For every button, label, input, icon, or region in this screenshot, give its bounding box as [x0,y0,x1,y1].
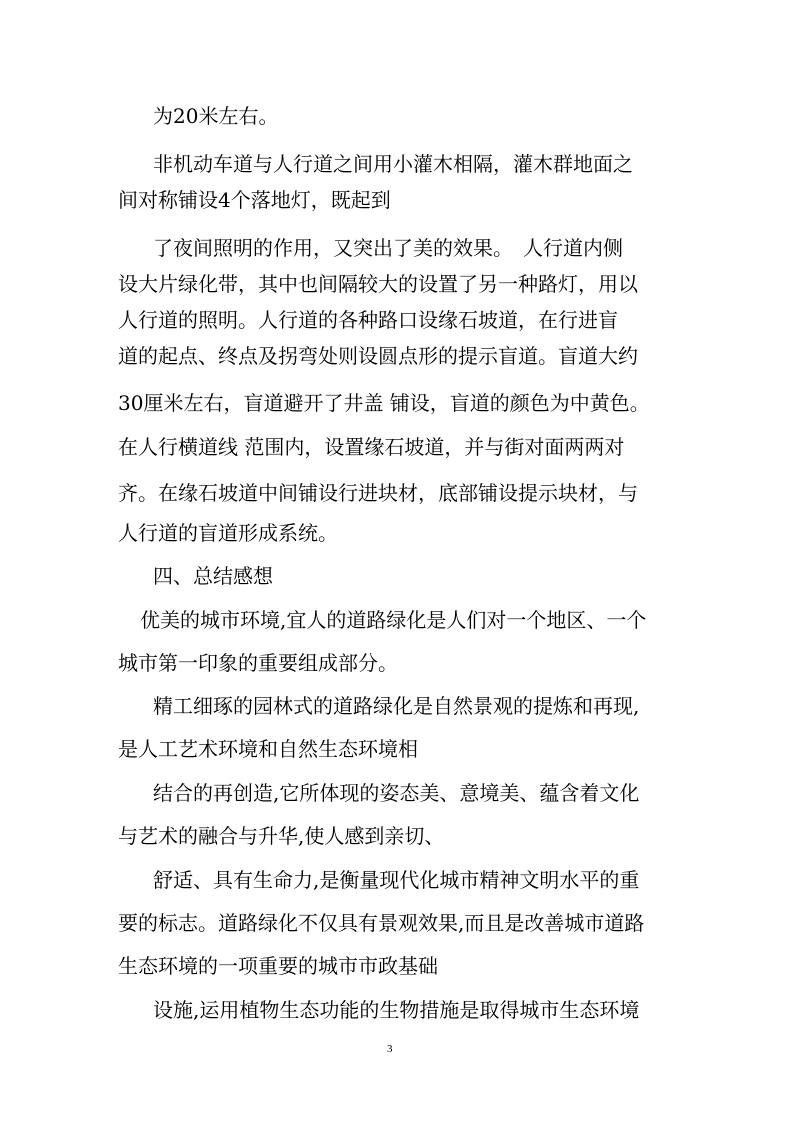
text-line: 道的起点、终点及拐弯处则设圆点形的提示盲道。盲道大约 [118,344,638,368]
text-line: 30厘米左右，盲道避开了井盖 铺设，盲道的颜色为中黄色。 [118,391,650,415]
text-line: 与艺术的融合与升华,使人感到亲切、 [118,824,445,848]
section-heading: 四、总结感想 [153,564,273,588]
text-line: 为20米左右。 [153,104,279,128]
text-line: 人行道的盲道形成系统。 [118,521,338,545]
text-line: 人行道的照明。人行道的各种路口设缘石坡道，在行进盲 [118,308,618,332]
text-line: 非机动车道与人行道之间用小灌木相隔，灌木群地面之 [153,152,633,176]
text-line: 在人行横道线 范围内，设置缘石坡道，并与街对面两两对 [118,435,625,459]
text-line: 城市第一印象的重要组成部分。 [118,651,398,675]
text-line: 优美的城市环境,宜人的道路绿化是人们对一个地区、一个 [140,608,647,632]
text-line: 生态环境的一项重要的城市市政基础 [118,954,438,978]
text-line: 结合的再创造,它所体现的姿态美、意境美、蕴含着文化 [153,781,640,805]
text-line: 精工细琢的园林式的道路绿化是自然景观的提炼和再现, [153,694,640,718]
text-line: 是人工艺术环境和自然生态环境相 [118,737,418,761]
text-line: 间对称铺设4个落地灯，既起到 [118,188,391,212]
text-line: 要的标志。道路绿化不仅具有景观效果,而且是改善城市道路 [118,911,645,935]
text-line: 舒适、具有生命力,是衡量现代化城市精神文明水平的重 [153,868,640,892]
text-line: 设大片绿化带，其中也间隔较大的设置了另一种路灯，用以 [118,272,638,296]
page-number: 3 [387,1043,393,1055]
text-line: 了夜间照明的作用，又突出了美的效果。 人行道内侧 [153,236,623,260]
text-line: 齐。在缘石坡道中间铺设行进块材，底部铺设提示块材，与 [118,481,638,505]
text-line: 设施,运用植物生态功能的生物措施是取得城市生态环境 [153,998,640,1022]
